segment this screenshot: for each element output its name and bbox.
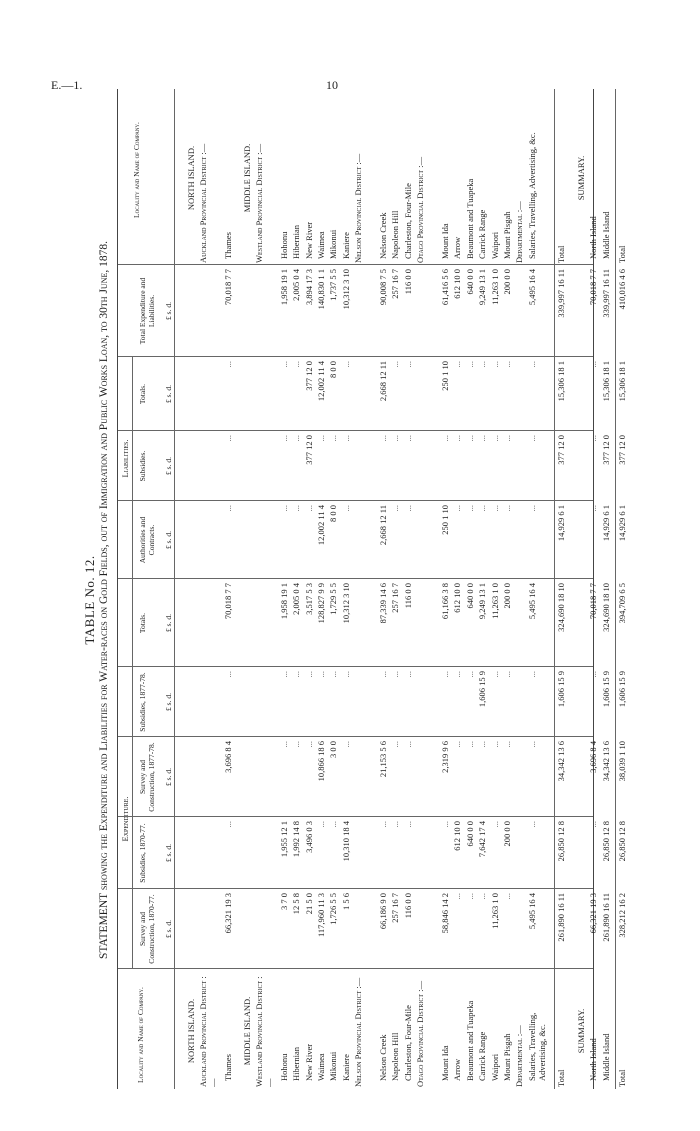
cell-e: 11,263 1 0: [489, 583, 500, 619]
column-header-subsidies_7077: Subsidies, 1870-77.: [138, 823, 147, 883]
cell-g: 377 12 0: [600, 435, 611, 465]
cell-c: ...: [502, 741, 512, 748]
cell-f: 12,002 11 4: [316, 505, 326, 546]
cell-f: ...: [489, 505, 500, 512]
cell-b: 1,955 12 1: [278, 821, 289, 858]
statement-table: [117, 89, 628, 1089]
cell-i: 140,830 1 1: [316, 269, 326, 310]
row-label: Mikonui: [328, 1051, 339, 1081]
cell-i: 116 0 0: [402, 269, 413, 295]
cell-g: ...: [588, 435, 599, 442]
cell-a: ...: [452, 893, 463, 900]
row-label-right: Thames: [223, 232, 234, 259]
cell-c: 2,319 9 6: [440, 741, 450, 773]
cell-d: ...: [278, 671, 289, 678]
cell-b: 640 0 0: [464, 821, 475, 847]
cell-a: 117,960 11 3: [316, 893, 326, 937]
cell-h: 2,668 12 11: [378, 361, 388, 402]
rotated-table-page: [82, 95, 627, 1105]
section-heading: SUMMARY.: [576, 1008, 586, 1054]
cell-b: ...: [390, 821, 401, 828]
row-label-right: Beaumont and Tuapeka: [464, 178, 475, 259]
column-unit: £ s. d.: [164, 457, 173, 475]
cell-h: ...: [452, 361, 463, 368]
cell-d: ...: [316, 671, 326, 678]
row-label: Waimea: [316, 1053, 326, 1081]
district-heading: Westland Provincial District :—: [254, 976, 274, 1087]
cell-h: 8 0 0: [328, 361, 339, 378]
cell-f: ...: [502, 505, 512, 512]
row-label-right: Auckland Provincial District :—: [198, 143, 209, 263]
cell-e: 128,827 9 9: [316, 583, 326, 624]
cell-i: 257 16 7: [390, 269, 401, 299]
cell-i: 410,016 4 6: [617, 269, 628, 310]
table-title: TABLE No. 12.: [82, 555, 97, 645]
cell-b: ...: [328, 821, 339, 828]
cell-i: 10,312 3 10: [340, 269, 351, 310]
row-label-right: Salaries, Travelling, Advertising, &c.: [526, 132, 537, 259]
cell-i: 612 10 0: [452, 269, 463, 299]
cell-a: 116 0 0: [402, 893, 413, 919]
cell-d: ...: [489, 671, 500, 678]
cell-b: 26,850 12 8: [617, 821, 628, 862]
cell-a: 3 7 0: [278, 893, 289, 910]
row-label-right: Waimea: [316, 231, 326, 259]
cell-a: 66,186 9 0: [378, 893, 388, 930]
row-label: Middle Island: [600, 1033, 611, 1081]
row-label-right: Napoleon Hill: [390, 210, 401, 259]
column-unit: £ s. d.: [164, 920, 173, 938]
column-header-total_exp_liab: Total Expenditure and Liabilities.: [138, 277, 156, 345]
cell-g: 377 12 0: [555, 435, 566, 465]
column-rule: [118, 816, 593, 817]
column-rule: [118, 356, 593, 357]
row-label: Napoleon Hill: [390, 1032, 401, 1081]
cell-a: 21 5 0: [303, 893, 314, 915]
cell-f: ...: [402, 505, 413, 512]
cell-e: 70,018 7 7: [588, 583, 599, 620]
cell-d: ...: [303, 671, 314, 678]
cell-b: 10,310 18 4: [340, 821, 351, 862]
row-label-right: Mikonui: [328, 229, 339, 259]
cell-c: ...: [402, 741, 413, 748]
row-label-right: Charleston, Four-Mile: [402, 183, 413, 259]
column-unit: £ s. d.: [164, 844, 173, 862]
header-rule: [174, 89, 175, 1089]
cell-d: ...: [328, 671, 339, 678]
cell-f: ...: [464, 505, 475, 512]
cell-h: ...: [291, 361, 302, 368]
total-label: Total: [617, 1069, 628, 1087]
cell-a: 1,726 5 5: [328, 893, 339, 925]
row-label: Charleston, Four-Mile: [402, 1005, 413, 1081]
row-label-right: Westland Provincial District :—: [254, 143, 264, 263]
row-label-right: Nelson Provincial District :—: [353, 153, 364, 263]
cell-d: ...: [502, 671, 512, 678]
cell-c: 3,696 8 4: [588, 741, 599, 773]
cell-h: ...: [278, 361, 289, 368]
district-heading: Otago Provincial District :—: [415, 980, 426, 1087]
cell-g: ...: [440, 435, 450, 442]
cell-c: ...: [526, 741, 537, 748]
cell-a: ...: [502, 893, 512, 900]
row-label: Mount Pisgah: [502, 1033, 512, 1081]
cell-f: ...: [452, 505, 463, 512]
cell-i: 339,997 16 11: [555, 269, 566, 318]
cell-c: 3 0 0: [328, 741, 339, 758]
cell-f: 14,929 6 1: [555, 505, 566, 542]
row-label-right: Mount Pisgah: [502, 211, 512, 259]
cell-g: ...: [526, 435, 537, 442]
column-header-survey_7778: Survey and Construction, 1877-78.: [138, 742, 156, 812]
column-header-survey_7077: Survey and Construction, 1870-77.: [138, 894, 156, 964]
cell-f: ...: [223, 505, 234, 512]
cell-b: 612 10 0: [452, 821, 463, 851]
cell-d: ...: [390, 671, 401, 678]
cell-b: 200 0 0: [502, 821, 512, 847]
cell-f: 8 0 0: [328, 505, 339, 522]
cell-h: 15,306 18 1: [600, 361, 611, 402]
cell-f: ...: [291, 505, 302, 512]
header-liabilities: Liabilities.: [120, 439, 130, 478]
cell-h: ...: [526, 361, 537, 368]
cell-c: ...: [452, 741, 463, 748]
total-rule: [554, 89, 555, 1089]
cell-h: ...: [390, 361, 401, 368]
cell-f: 2,668 12 11: [378, 505, 388, 546]
column-unit: £ s. d.: [164, 693, 173, 711]
cell-i: 70,018 7 7: [588, 269, 599, 306]
cell-e: 87,339 14 6: [378, 583, 388, 624]
row-label-right: Total: [555, 245, 566, 263]
column-header-subsidies_7778: Subsidies, 1877-78.: [138, 672, 147, 732]
cell-c: ...: [489, 741, 500, 748]
cell-d: ...: [223, 671, 234, 678]
cell-b: ...: [588, 821, 599, 828]
cell-a: 328,212 16 2: [617, 893, 628, 938]
row-label-right: Hibernian: [291, 225, 302, 259]
cell-e: 3,517 5 3: [303, 583, 314, 615]
row-label-right: NORTH ISLAND.: [186, 145, 196, 211]
cell-b: ...: [489, 821, 500, 828]
row-label-right: Kaniere: [340, 232, 351, 259]
district-heading: Departmental :—: [514, 1025, 525, 1087]
column-unit: £ s. d.: [164, 302, 173, 320]
cell-h: 12,002 11 4: [316, 361, 326, 402]
row-label: Mount Ida: [440, 1045, 450, 1081]
column-rule: [118, 888, 593, 889]
cell-f: ...: [526, 505, 537, 512]
row-label-right: Arrow: [452, 236, 463, 259]
cell-i: 9,249 13 1: [477, 269, 488, 306]
cell-i: 61,416 5 6: [440, 269, 450, 306]
cell-d: ...: [402, 671, 413, 678]
column-unit: £ s. d.: [164, 385, 173, 403]
cell-a: 5,495 16 4: [526, 893, 537, 930]
cell-e: 394,709 6 5: [617, 583, 628, 624]
cell-i: 3,894 17 3: [303, 269, 314, 306]
row-label-right: MIDDLE ISLAND.: [241, 143, 252, 213]
cell-d: ...: [440, 671, 450, 678]
cell-d: ...: [464, 671, 475, 678]
cell-g: ...: [464, 435, 475, 442]
cell-c: ...: [303, 741, 314, 748]
cell-d: ...: [526, 671, 537, 678]
header-locality: Locality and Name of Company.: [136, 987, 145, 1083]
row-label: Kaniere: [340, 1054, 351, 1081]
cell-b: ...: [440, 821, 450, 828]
cell-b: 26,850 12 8: [600, 821, 611, 862]
cell-c: 34,342 13 6: [600, 741, 611, 782]
cell-i: 640 0 0: [464, 269, 475, 295]
section-heading: NORTH ISLAND.: [186, 998, 196, 1064]
cell-d: 1,606 15 9: [617, 671, 628, 708]
cell-b: ...: [223, 821, 234, 828]
column-header-liab_subsidies: Subsidies.: [138, 450, 147, 482]
row-label-right: Waipori: [489, 231, 500, 259]
cell-h: ...: [340, 361, 351, 368]
cell-f: 14,929 6 1: [600, 505, 611, 542]
row-label: Nelson Creek: [378, 1034, 388, 1081]
row-label-right: Middle Island: [600, 211, 611, 259]
cell-e: 200 0 0: [502, 583, 512, 609]
cell-h: ...: [489, 361, 500, 368]
column-rule: [118, 500, 593, 501]
cell-b: 26,850 12 8: [555, 821, 566, 862]
cell-e: 1,729 5 5: [328, 583, 339, 615]
cell-d: ...: [291, 671, 302, 678]
cell-c: ...: [477, 741, 488, 748]
cell-d: ...: [340, 671, 351, 678]
cell-g: ...: [328, 435, 339, 442]
cell-g: ...: [489, 435, 500, 442]
cell-f: ...: [588, 505, 599, 512]
cell-b: 7,642 17 4: [477, 821, 488, 858]
cell-g: ...: [390, 435, 401, 442]
cell-e: 61,166 3 8: [440, 583, 450, 620]
cell-h: 250 1 10: [440, 361, 450, 391]
cell-a: 12 5 8: [291, 893, 302, 915]
cell-i: 11,263 1 0: [489, 269, 500, 305]
header-locality-right: Locality and Name of Company.: [132, 122, 141, 218]
cell-d: 1,606 15 9: [555, 671, 566, 708]
cell-a: 257 16 7: [390, 893, 401, 923]
row-label-right: New River: [303, 221, 314, 259]
cell-g: ...: [291, 435, 302, 442]
cell-a: 66,321 19 3: [223, 893, 234, 934]
cell-g: ...: [402, 435, 413, 442]
cell-c: ...: [291, 741, 302, 748]
cell-g: ...: [378, 435, 388, 442]
cell-g: ...: [452, 435, 463, 442]
cell-a: 11,263 1 0: [489, 893, 500, 929]
cell-c: ...: [340, 741, 351, 748]
cell-g: ...: [278, 435, 289, 442]
cell-c: 34,342 13 6: [555, 741, 566, 782]
cell-f: ...: [278, 505, 289, 512]
cell-e: 9,249 13 1: [477, 583, 488, 620]
row-label-right: Nelson Creek: [378, 212, 388, 259]
column-header-liab_totals: Totals.: [138, 383, 147, 405]
cell-g: ...: [316, 435, 326, 442]
cell-d: ...: [452, 671, 463, 678]
cell-c: 38,039 1 10: [617, 741, 628, 782]
cell-d: ...: [378, 671, 388, 678]
column-rule: [118, 968, 593, 969]
cell-g: 377 12 0: [617, 435, 628, 465]
cell-h: ...: [223, 361, 234, 368]
header-rule: [132, 357, 133, 579]
row-label-right: Departmental :—: [514, 201, 525, 263]
header-expenditure: Expenditure.: [120, 796, 130, 842]
row-label-right: Total: [617, 245, 628, 263]
cell-i: 2,005 0 4: [291, 269, 302, 301]
cell-a: 58,846 14 2: [440, 893, 450, 934]
row-label: Hibernian: [291, 1047, 302, 1081]
row-label-right: SUMMARY.: [576, 155, 586, 201]
cell-f: ...: [390, 505, 401, 512]
column-header-authorities: Authorities and Contracts.: [138, 516, 156, 564]
cell-f: 14,929 6 1: [617, 505, 628, 542]
cell-c: ...: [278, 741, 289, 748]
cell-d: 1,606 15 9: [477, 671, 488, 708]
cell-b: ...: [378, 821, 388, 828]
row-label-right: Otago Provincial District :—: [415, 156, 426, 263]
cell-c: 3,696 8 4: [223, 741, 234, 773]
cell-g: ...: [477, 435, 488, 442]
column-unit: £ s. d.: [164, 768, 173, 786]
cell-i: 200 0 0: [502, 269, 512, 295]
row-label-right: North Island: [588, 216, 599, 259]
district-heading: Auckland Provincial District :—: [198, 976, 219, 1087]
cell-f: ...: [303, 505, 314, 512]
row-label: Salaries, Travelling, Advertising, &c.: [526, 1012, 547, 1081]
row-label: Arrow: [452, 1058, 463, 1081]
cell-c: ...: [464, 741, 475, 748]
cell-e: 324,690 18 10: [600, 583, 611, 632]
cell-b: 3,496 0 3: [303, 821, 314, 853]
column-rule: [118, 264, 593, 265]
cell-a: 261,890 16 11: [555, 893, 566, 942]
column-unit: £ s. d.: [164, 531, 173, 549]
cell-h: 377 12 0: [303, 361, 314, 391]
cell-h: ...: [502, 361, 512, 368]
cell-b: ...: [316, 821, 326, 828]
cell-h: ...: [402, 361, 413, 368]
row-label: Hohonu: [278, 1053, 289, 1081]
cell-f: 250 1 10: [440, 505, 450, 535]
page-code: E.—1.: [51, 78, 83, 92]
row-label-right: Hohonu: [278, 231, 289, 259]
cell-h: ...: [464, 361, 475, 368]
cell-b: 1,992 14 8: [291, 821, 302, 858]
cell-a: 261,890 16 11: [600, 893, 611, 942]
row-label: Waipori: [489, 1053, 500, 1081]
cell-i: 90,008 7 5: [378, 269, 388, 306]
cell-e: 70,018 7 7: [223, 583, 234, 620]
cell-d: 1,606 15 9: [600, 671, 611, 708]
cell-i: 1,737 5 5: [328, 269, 339, 301]
cell-h: 15,306 18 1: [555, 361, 566, 402]
cell-g: ...: [502, 435, 512, 442]
row-label: New River: [303, 1043, 314, 1081]
cell-e: 612 10 0: [452, 583, 463, 613]
column-header-exp_totals: Totals.: [138, 612, 147, 634]
column-rule: [118, 578, 593, 579]
cell-g: ...: [223, 435, 234, 442]
column-rule: [118, 736, 593, 737]
cell-c: ...: [390, 741, 401, 748]
cell-f: ...: [340, 505, 351, 512]
cell-i: 5,495 16 4: [526, 269, 537, 306]
row-label: North Island: [588, 1038, 599, 1081]
row-label: Thames: [223, 1054, 234, 1081]
column-rule: [118, 430, 593, 431]
total-label: Total: [555, 1069, 566, 1087]
cell-d: ...: [588, 671, 599, 678]
district-heading: Nelson Provincial District :—: [353, 977, 364, 1087]
cell-g: 377 12 0: [303, 435, 314, 465]
column-rule: [118, 666, 593, 667]
cell-b: ...: [402, 821, 413, 828]
cell-e: 257 16 7: [390, 583, 401, 613]
column-unit: £ s. d.: [164, 614, 173, 632]
cell-e: 2,005 0 4: [291, 583, 302, 615]
header-rule: [132, 579, 133, 969]
cell-b: ...: [526, 821, 537, 828]
total-rule: [615, 89, 616, 1089]
cell-e: 116 0 0: [402, 583, 413, 609]
cell-e: 1,958 19 1: [278, 583, 289, 620]
row-label: Beaumont and Tuapeka: [464, 1000, 475, 1081]
cell-e: 324,690 18 10: [555, 583, 566, 632]
row-label-right: Carrick Range: [477, 209, 488, 259]
cell-g: ...: [340, 435, 351, 442]
cell-a: ...: [477, 893, 488, 900]
cell-i: 70,018 7 7: [223, 269, 234, 306]
cell-a: ...: [464, 893, 475, 900]
cell-c: 21,153 5 6: [378, 741, 388, 778]
cell-a: 66,321 19 3: [588, 893, 599, 934]
cell-a: 1 5 6: [340, 893, 351, 910]
section-heading: MIDDLE ISLAND.: [241, 996, 252, 1066]
page-number: 10: [326, 78, 338, 92]
row-label-right: Mount Ida: [440, 223, 450, 259]
table-statement: STATEMENT showing the Expenditure and Liabilities for Water-races on Gold Fields, out of Immigration and Public Works Loan, to 30th June, 1878.: [98, 241, 110, 959]
cell-e: 640 0 0: [464, 583, 475, 609]
cell-h: 15,306 18 1: [617, 361, 628, 402]
cell-f: ...: [477, 505, 488, 512]
cell-h: ...: [477, 361, 488, 368]
cell-c: 10,866 18 6: [316, 741, 326, 782]
row-label: Carrick Range: [477, 1031, 488, 1081]
cell-i: 339,997 16 11: [600, 269, 611, 318]
cell-h: ...: [588, 361, 599, 368]
cell-e: 10,312 3 10: [340, 583, 351, 624]
cell-i: 1,958 19 1: [278, 269, 289, 306]
cell-e: 5,495 16 4: [526, 583, 537, 620]
